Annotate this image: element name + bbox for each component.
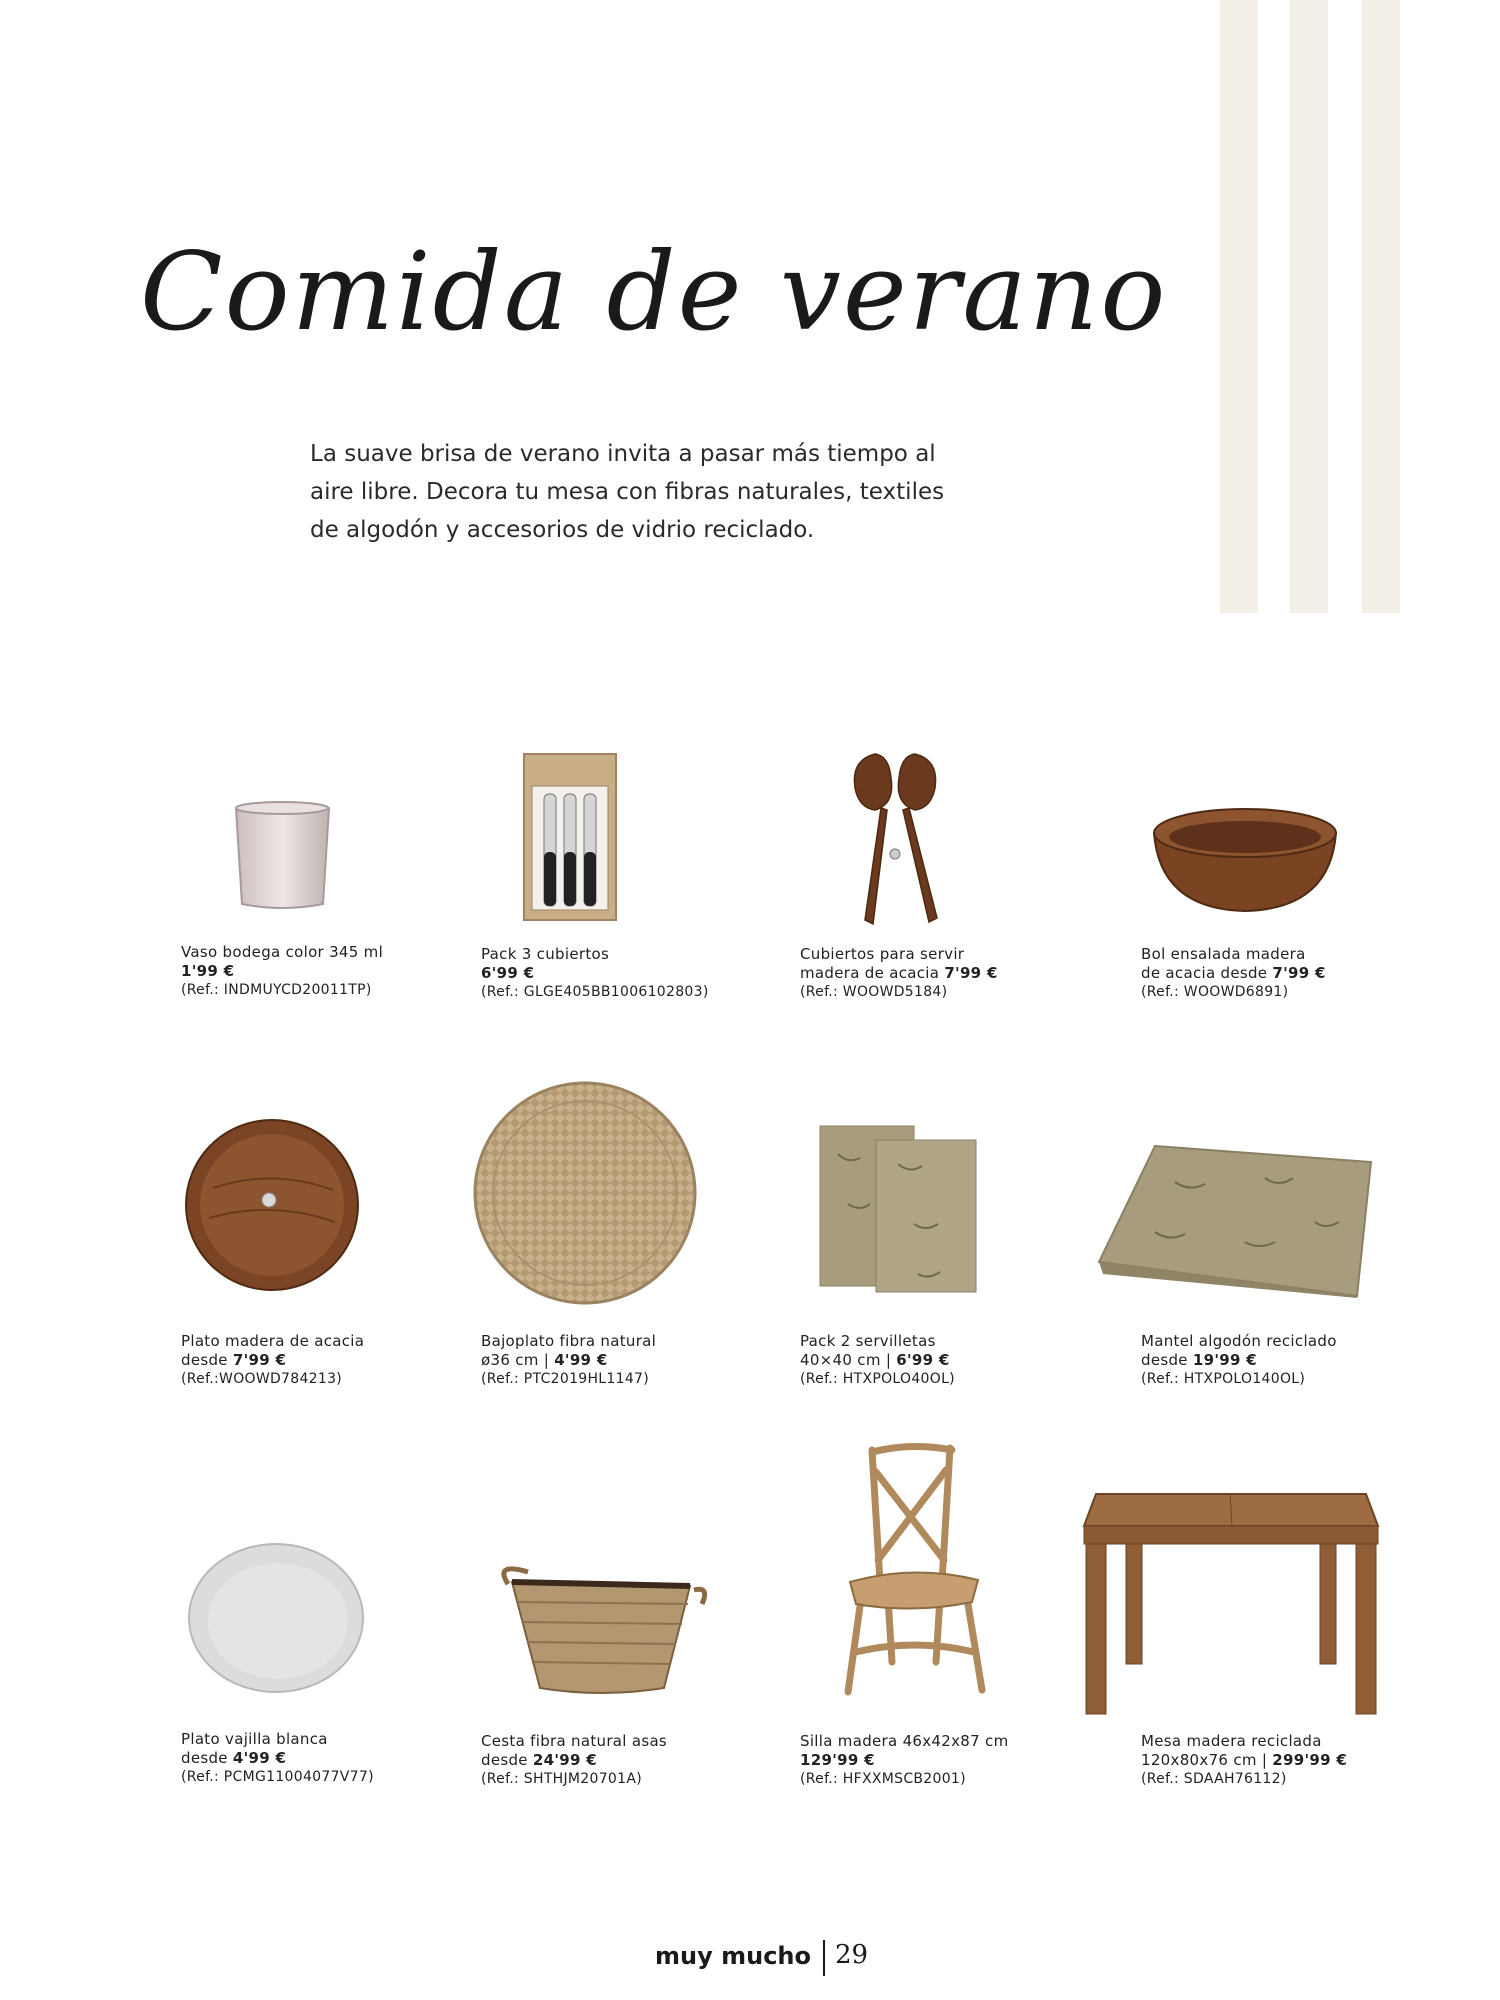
product-name: Plato vajilla blanca [181, 1730, 328, 1748]
product-ref: (Ref.: WOOWD6891) [1141, 984, 1289, 1000]
product-caption [1141, 1332, 1337, 1389]
product-ref: (Ref.: SHTHJM20701A) [481, 1771, 642, 1787]
intro-line: aire libre. Decora tu mesa con fibras naturales, textiles [310, 479, 945, 505]
white-plate-icon [186, 1541, 366, 1695]
product-name: Vaso bodega color 345 ml [181, 943, 384, 961]
cutlery-pack-icon [522, 752, 618, 922]
product-caption [481, 1732, 667, 1789]
product-line2: desde 4'99 € [181, 1749, 287, 1767]
intro-paragraph [310, 435, 1010, 549]
product-price: 4'99 € [232, 1749, 287, 1767]
product-price: 4'99 € [554, 1351, 608, 1369]
product-ref: (Ref.: INDMUYCD20011TP) [181, 982, 372, 998]
page-title: Comida de verano [140, 230, 1168, 355]
product-price: 6'99 € [896, 1351, 950, 1369]
product-caption [1141, 945, 1326, 1002]
footer-brand: muy mucho [655, 1942, 811, 1970]
product-caption [481, 945, 709, 1002]
product-price: 129'99 € [800, 1751, 875, 1769]
page-number: 29 [835, 1940, 869, 1970]
product-ref: (Ref.: HTXPOLO140OL) [1141, 1371, 1306, 1387]
product-ref: (Ref.: GLGE405BB1006102803) [481, 984, 709, 1000]
product-line2: desde 7'99 € [181, 1351, 287, 1369]
decor-stripe [1220, 0, 1258, 613]
product-name: Pack 2 servilletas [800, 1332, 936, 1350]
product-caption [481, 1332, 656, 1389]
product-caption [181, 1332, 364, 1389]
product-name: Bol ensalada madera [1141, 945, 1306, 963]
product-price: 1'99 € [181, 962, 235, 980]
product-line2: desde 19'99 € [1141, 1351, 1257, 1369]
salad-servers-icon [845, 748, 945, 928]
product-line2: ø36 cm | 4'99 € [481, 1351, 608, 1369]
tablecloth-icon [1095, 1142, 1373, 1298]
product-price: 7'99 € [944, 964, 998, 982]
product-ref: (Ref.: PCMG11004077V77) [181, 1769, 374, 1785]
product-caption [1141, 1732, 1347, 1789]
footer-divider [823, 1940, 825, 1976]
product-caption [800, 1732, 1009, 1789]
product-ref: (Ref.: HTXPOLO40OL) [800, 1371, 955, 1387]
product-name: Bajoplato fibra natural [481, 1332, 657, 1350]
intro-line: de algodón y accesorios de vidrio reciclado. [310, 517, 815, 543]
page-footer [0, 1940, 1500, 1980]
product-price: 6'99 € [481, 964, 535, 982]
product-name: Cesta fibra natural asas [481, 1732, 668, 1750]
chair-icon [832, 1442, 996, 1696]
intro-line: La suave brisa de verano invita a pasar más tiempo al [310, 441, 936, 467]
product-caption [181, 1730, 374, 1787]
product-price: 19'99 € [1192, 1351, 1257, 1369]
product-name: Mantel algodón reciclado [1141, 1332, 1337, 1350]
product-name: Mesa madera reciclada [1141, 1732, 1322, 1750]
charger-plate-icon [470, 1078, 700, 1308]
product-name: Silla madera 46x42x87 cm [800, 1732, 1009, 1750]
product-ref: (Ref.: HFXXMSCB2001) [800, 1771, 966, 1787]
product-caption [800, 945, 998, 1002]
basket-icon [488, 1556, 714, 1696]
table-icon [1080, 1490, 1382, 1716]
product-line2: 40×40 cm | 6'99 € [800, 1351, 950, 1369]
product-line2: desde 24'99 € [481, 1751, 597, 1769]
product-name: Plato madera de acacia [181, 1332, 365, 1350]
wooden-bowl-icon [1150, 805, 1340, 915]
product-ref: (Ref.: SDAAH76112) [1141, 1771, 1287, 1787]
product-ref: (Ref.: PTC2019HL1147) [481, 1371, 649, 1387]
product-price: 7'99 € [1272, 964, 1326, 982]
product-line2: madera de acacia 7'99 € [800, 964, 998, 982]
glass-tumbler-icon [230, 800, 335, 915]
wooden-plate-icon [183, 1118, 361, 1293]
product-line2: 120x80x76 cm | 299'99 € [1141, 1751, 1348, 1769]
product-line2: de acacia desde 7'99 € [1141, 964, 1326, 982]
decor-stripe [1362, 0, 1400, 613]
product-caption [800, 1332, 955, 1389]
decor-stripe [1290, 0, 1328, 613]
product-caption [181, 943, 383, 1000]
product-price: 7'99 € [232, 1351, 287, 1369]
napkins-icon [818, 1124, 980, 1296]
product-ref: (Ref.: WOOWD5184) [800, 984, 948, 1000]
product-name: Cubiertos para servir [800, 945, 965, 963]
product-price: 24'99 € [532, 1751, 597, 1769]
product-name: Pack 3 cubiertos [481, 945, 610, 963]
product-ref: (Ref.:WOOWD784213) [181, 1371, 343, 1387]
product-price: 299'99 € [1272, 1751, 1348, 1769]
